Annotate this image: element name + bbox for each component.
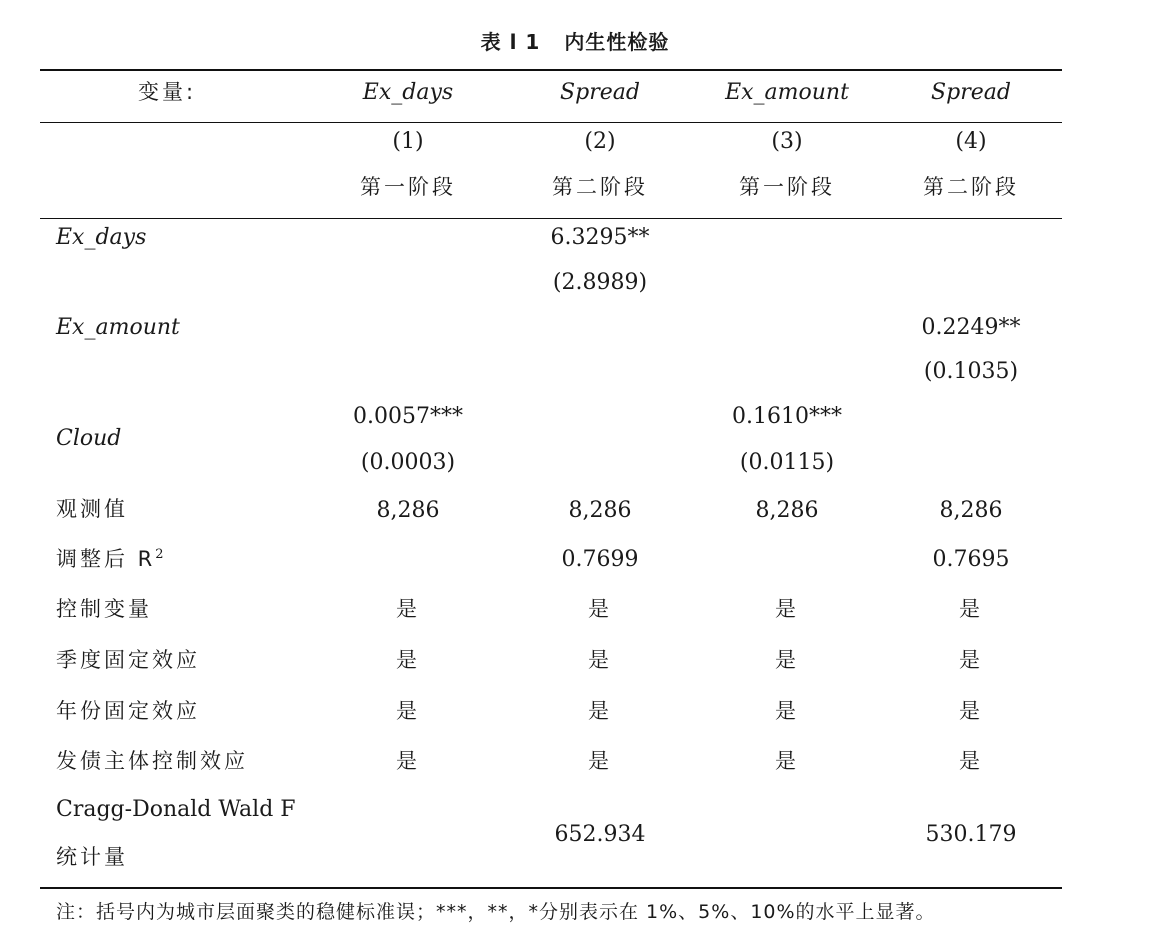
row-label-ex-days: Ex_days (56, 225, 147, 250)
ex-days-se-col2: (2.8989) (552, 270, 648, 295)
col-number-3: (3) (771, 129, 803, 154)
row-label-issuer-fe: 发债主体控制效应 (56, 749, 248, 773)
row-label-quarter-fe: 季度固定效应 (56, 648, 200, 672)
controls-col3: 是 (775, 597, 799, 621)
cloud-coef-col1: 0.0057*** (353, 404, 463, 429)
quarter-fe-col2: 是 (588, 648, 612, 672)
table-title (0, 26, 1150, 55)
row-label-cdw-line2: 统计量 (56, 845, 128, 869)
controls-col1: 是 (396, 597, 420, 621)
adj-r2-col4: 0.7695 (932, 547, 1010, 572)
issuer-fe-col3: 是 (775, 749, 799, 773)
obs-col3: 8,286 (755, 498, 819, 523)
issuer-fe-col1: 是 (396, 749, 420, 773)
table-caption: 内生性检验 (564, 30, 670, 54)
row-label-year-fe: 年份固定效应 (56, 699, 200, 723)
year-fe-col1: 是 (396, 699, 420, 723)
col-number-4: (4) (955, 129, 987, 154)
row-label-adj-r2 (56, 546, 164, 573)
quarter-fe-col3: 是 (775, 648, 799, 672)
row-label-cdw-line1: Cragg-Donald Wald F (56, 797, 296, 822)
header-variable-label: 变量: (138, 80, 197, 104)
obs-col2: 8,286 (568, 498, 632, 523)
row-label-cloud: Cloud (56, 426, 122, 451)
obs-col1: 8,286 (376, 498, 440, 523)
stage-4: 第二阶段 (923, 175, 1019, 199)
adj-r2-col2: 0.7699 (561, 547, 639, 572)
obs-col4: 8,286 (939, 498, 1003, 523)
row-label-controls: 控制变量 (56, 597, 152, 621)
adj-r2-label-text: 调整后 R (56, 547, 156, 571)
table-note: 注：括号内为城市层面聚类的稳健标准误；***，**，*分别表示在 1%、5%、10%的水平上显著。 (56, 901, 936, 923)
ex-amount-se-col4: (0.1035) (923, 359, 1019, 384)
cloud-se-col3: (0.0115) (739, 450, 835, 475)
row-label-observations: 观测值 (56, 497, 128, 521)
year-fe-col4: 是 (959, 699, 983, 723)
cloud-se-col1: (0.0003) (360, 450, 456, 475)
row-label-ex-amount: Ex_amount (56, 315, 180, 340)
ex-amount-coef-col4: 0.2249** (921, 315, 1021, 340)
controls-col2: 是 (588, 597, 612, 621)
issuer-fe-col4: 是 (959, 749, 983, 773)
col-number-2: (2) (584, 129, 616, 154)
header-col-4: Spread (931, 80, 1011, 105)
quarter-fe-col4: 是 (959, 648, 983, 672)
cdw-col4: 530.179 (925, 822, 1017, 847)
header-col-2: Spread (560, 80, 640, 105)
top-rule (40, 69, 1062, 71)
ex-days-coef-col2: 6.3295** (550, 225, 650, 250)
body-rule (40, 218, 1062, 219)
cloud-coef-col3: 0.1610*** (732, 404, 842, 429)
issuer-fe-col2: 是 (588, 749, 612, 773)
year-fe-col2: 是 (588, 699, 612, 723)
header-col-3: Ex_amount (725, 80, 849, 105)
stage-1: 第一阶段 (360, 175, 456, 199)
header-rule (40, 122, 1062, 123)
table-number: 表 l 1 (480, 30, 541, 54)
bottom-rule (40, 887, 1062, 889)
col-number-1: (1) (392, 129, 424, 154)
controls-col4: 是 (959, 597, 983, 621)
adj-r2-superscript: 2 (155, 547, 164, 562)
header-col-1: Ex_days (362, 80, 454, 105)
cdw-col2: 652.934 (554, 822, 646, 847)
stage-3: 第一阶段 (739, 175, 835, 199)
quarter-fe-col1: 是 (396, 648, 420, 672)
stage-2: 第二阶段 (552, 175, 648, 199)
year-fe-col3: 是 (775, 699, 799, 723)
